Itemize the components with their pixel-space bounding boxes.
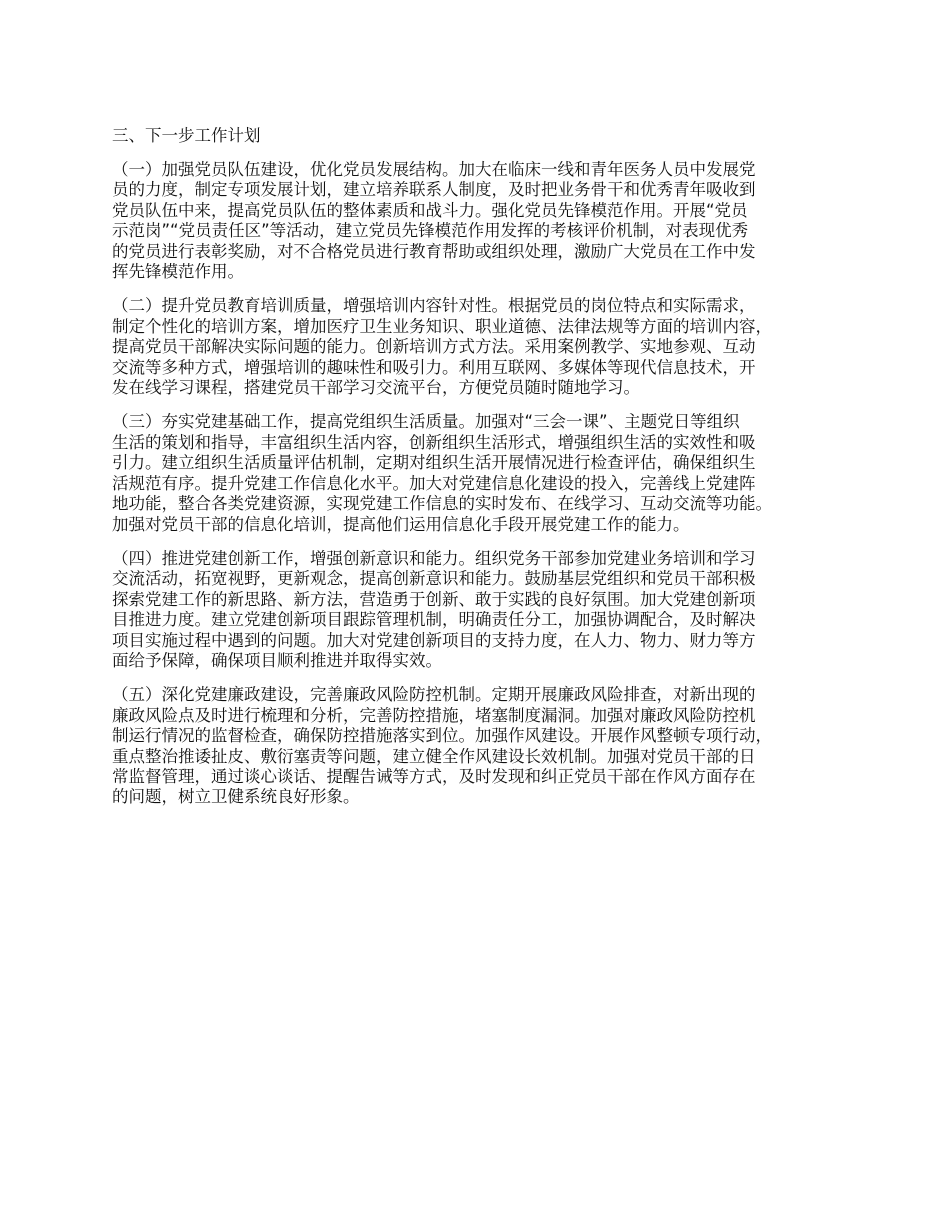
paragraph-line: 重点整治推诿扯皮、敷衍塞责等问题，建立健全作风建设长效机制。加强对党员干部的日 xyxy=(112,746,756,766)
paragraph-line: 探索党建工作的新思路、新方法，营造勇于创新、敢于实践的良好氛围。加大党建创新项 xyxy=(112,589,756,609)
paragraph-line: 引力。建立组织生活质量评估机制，定期对组织生活开展情况进行检查评估，确保组织生 xyxy=(112,453,756,473)
paragraph-line: 交流等多种方式，增强培训的趣味性和吸引力。利用互联网、多媒体等现代信息技术，开 xyxy=(112,357,756,377)
paragraph-3 xyxy=(112,412,862,534)
paragraph-line: 项目实施过程中遇到的问题。加大对党建创新项目的支持力度，在人力、物力、财力等方 xyxy=(112,630,756,650)
paragraph-line: 制定个性化的培训方案，增加医疗卫生业务知识、职业道德、法律法规等方面的培训内容， xyxy=(112,316,772,336)
paragraph-1 xyxy=(112,160,862,282)
paragraph-line: （二）提升党员教育培训质量，增强培训内容针对性。根据党员的岗位特点和实际需求， xyxy=(112,296,756,316)
paragraph-line: （三）夯实党建基础工作，提高党组织生活质量。加强对“三会一课”、主题党日等组织 xyxy=(112,412,740,432)
paragraph-line: 廉政风险点及时进行梳理和分析，完善防控措施，堵塞制度漏洞。加强对廉政风险防控机 xyxy=(112,705,756,725)
document-page xyxy=(112,126,862,822)
paragraph-5 xyxy=(112,685,862,807)
paragraph-line: 提高党员干部解决实际问题的能力。创新培训方式方法。采用案例教学、实地参观、互动 xyxy=(112,337,756,357)
paragraph-line: 的党员进行表彰奖励，对不合格党员进行教育帮助或组织处理，激励广大党员在工作中发 xyxy=(112,241,756,261)
paragraph-line: 地功能，整合各类党建资源，实现党建工作信息的实时发布、在线学习、互动交流等功能。 xyxy=(112,494,772,514)
paragraph-line: 制运行情况的监督检查，确保防控措施落实到位。加强作风建设。开展作风整顿专项行动， xyxy=(112,726,772,746)
paragraph-line: 常监督管理，通过谈心谈话、提醒告诫等方式，及时发现和纠正党员干部在作风方面存在 xyxy=(112,766,756,786)
paragraph-line: 党员队伍中来，提高党员队伍的整体素质和战斗力。强化党员先锋模范作用。开展“党员 xyxy=(112,200,748,220)
paragraph-line: 示范岗”“党员责任区”等活动，建立党员先锋模范作用发挥的考核评价机制，对表现优秀 xyxy=(112,221,749,241)
paragraph-line: （五）深化党建廉政建设，完善廉政风险防控机制。定期开展廉政风险排查，对新出现的 xyxy=(112,685,756,705)
paragraph-line: 挥先锋模范作用。 xyxy=(112,262,244,282)
paragraph-line: 目推进力度。建立党建创新项目跟踪管理机制，明确责任分工，加强协调配合，及时解决 xyxy=(112,610,756,630)
paragraph-line: （一）加强党员队伍建设，优化党员发展结构。加大在临床一线和青年医务人员中发展党 xyxy=(112,160,756,179)
paragraph-line: 交流活动，拓宽视野，更新观念，提高创新意识和能力。鼓励基层党组织和党员干部积极 xyxy=(112,569,756,589)
paragraph-line: 的问题，树立卫健系统良好形象。 xyxy=(112,787,360,807)
section-heading: 三、下一步工作计划 xyxy=(112,126,261,145)
paragraph-line: 发在线学习课程，搭建党员干部学习交流平台，方便党员随时随地学习。 xyxy=(112,378,640,398)
paragraph-line: （四）推进党建创新工作，增强创新意识和能力。组织党务干部参加党建业务培训和学习 xyxy=(112,548,756,568)
paragraph-4 xyxy=(112,549,862,671)
paragraph-line: 员的力度，制定专项发展计划，建立培养联系人制度，及时把业务骨干和优秀青年吸收到 xyxy=(112,180,756,200)
paragraph-line: 加强对党员干部的信息化培训，提高他们运用信息化手段开展党建工作的能力。 xyxy=(112,514,690,534)
paragraph-line: 活规范有序。提升党建工作信息化水平。加大对党建信息化建设的投入，完善线上党建阵 xyxy=(112,473,756,493)
paragraph-line: 面给予保障，确保项目顺利推进并取得实效。 xyxy=(112,650,442,670)
paragraph-line: 生活的策划和指导，丰富组织生活内容，创新组织生活形式，增强组织生活的实效性和吸 xyxy=(112,432,756,452)
paragraph-2 xyxy=(112,296,862,398)
